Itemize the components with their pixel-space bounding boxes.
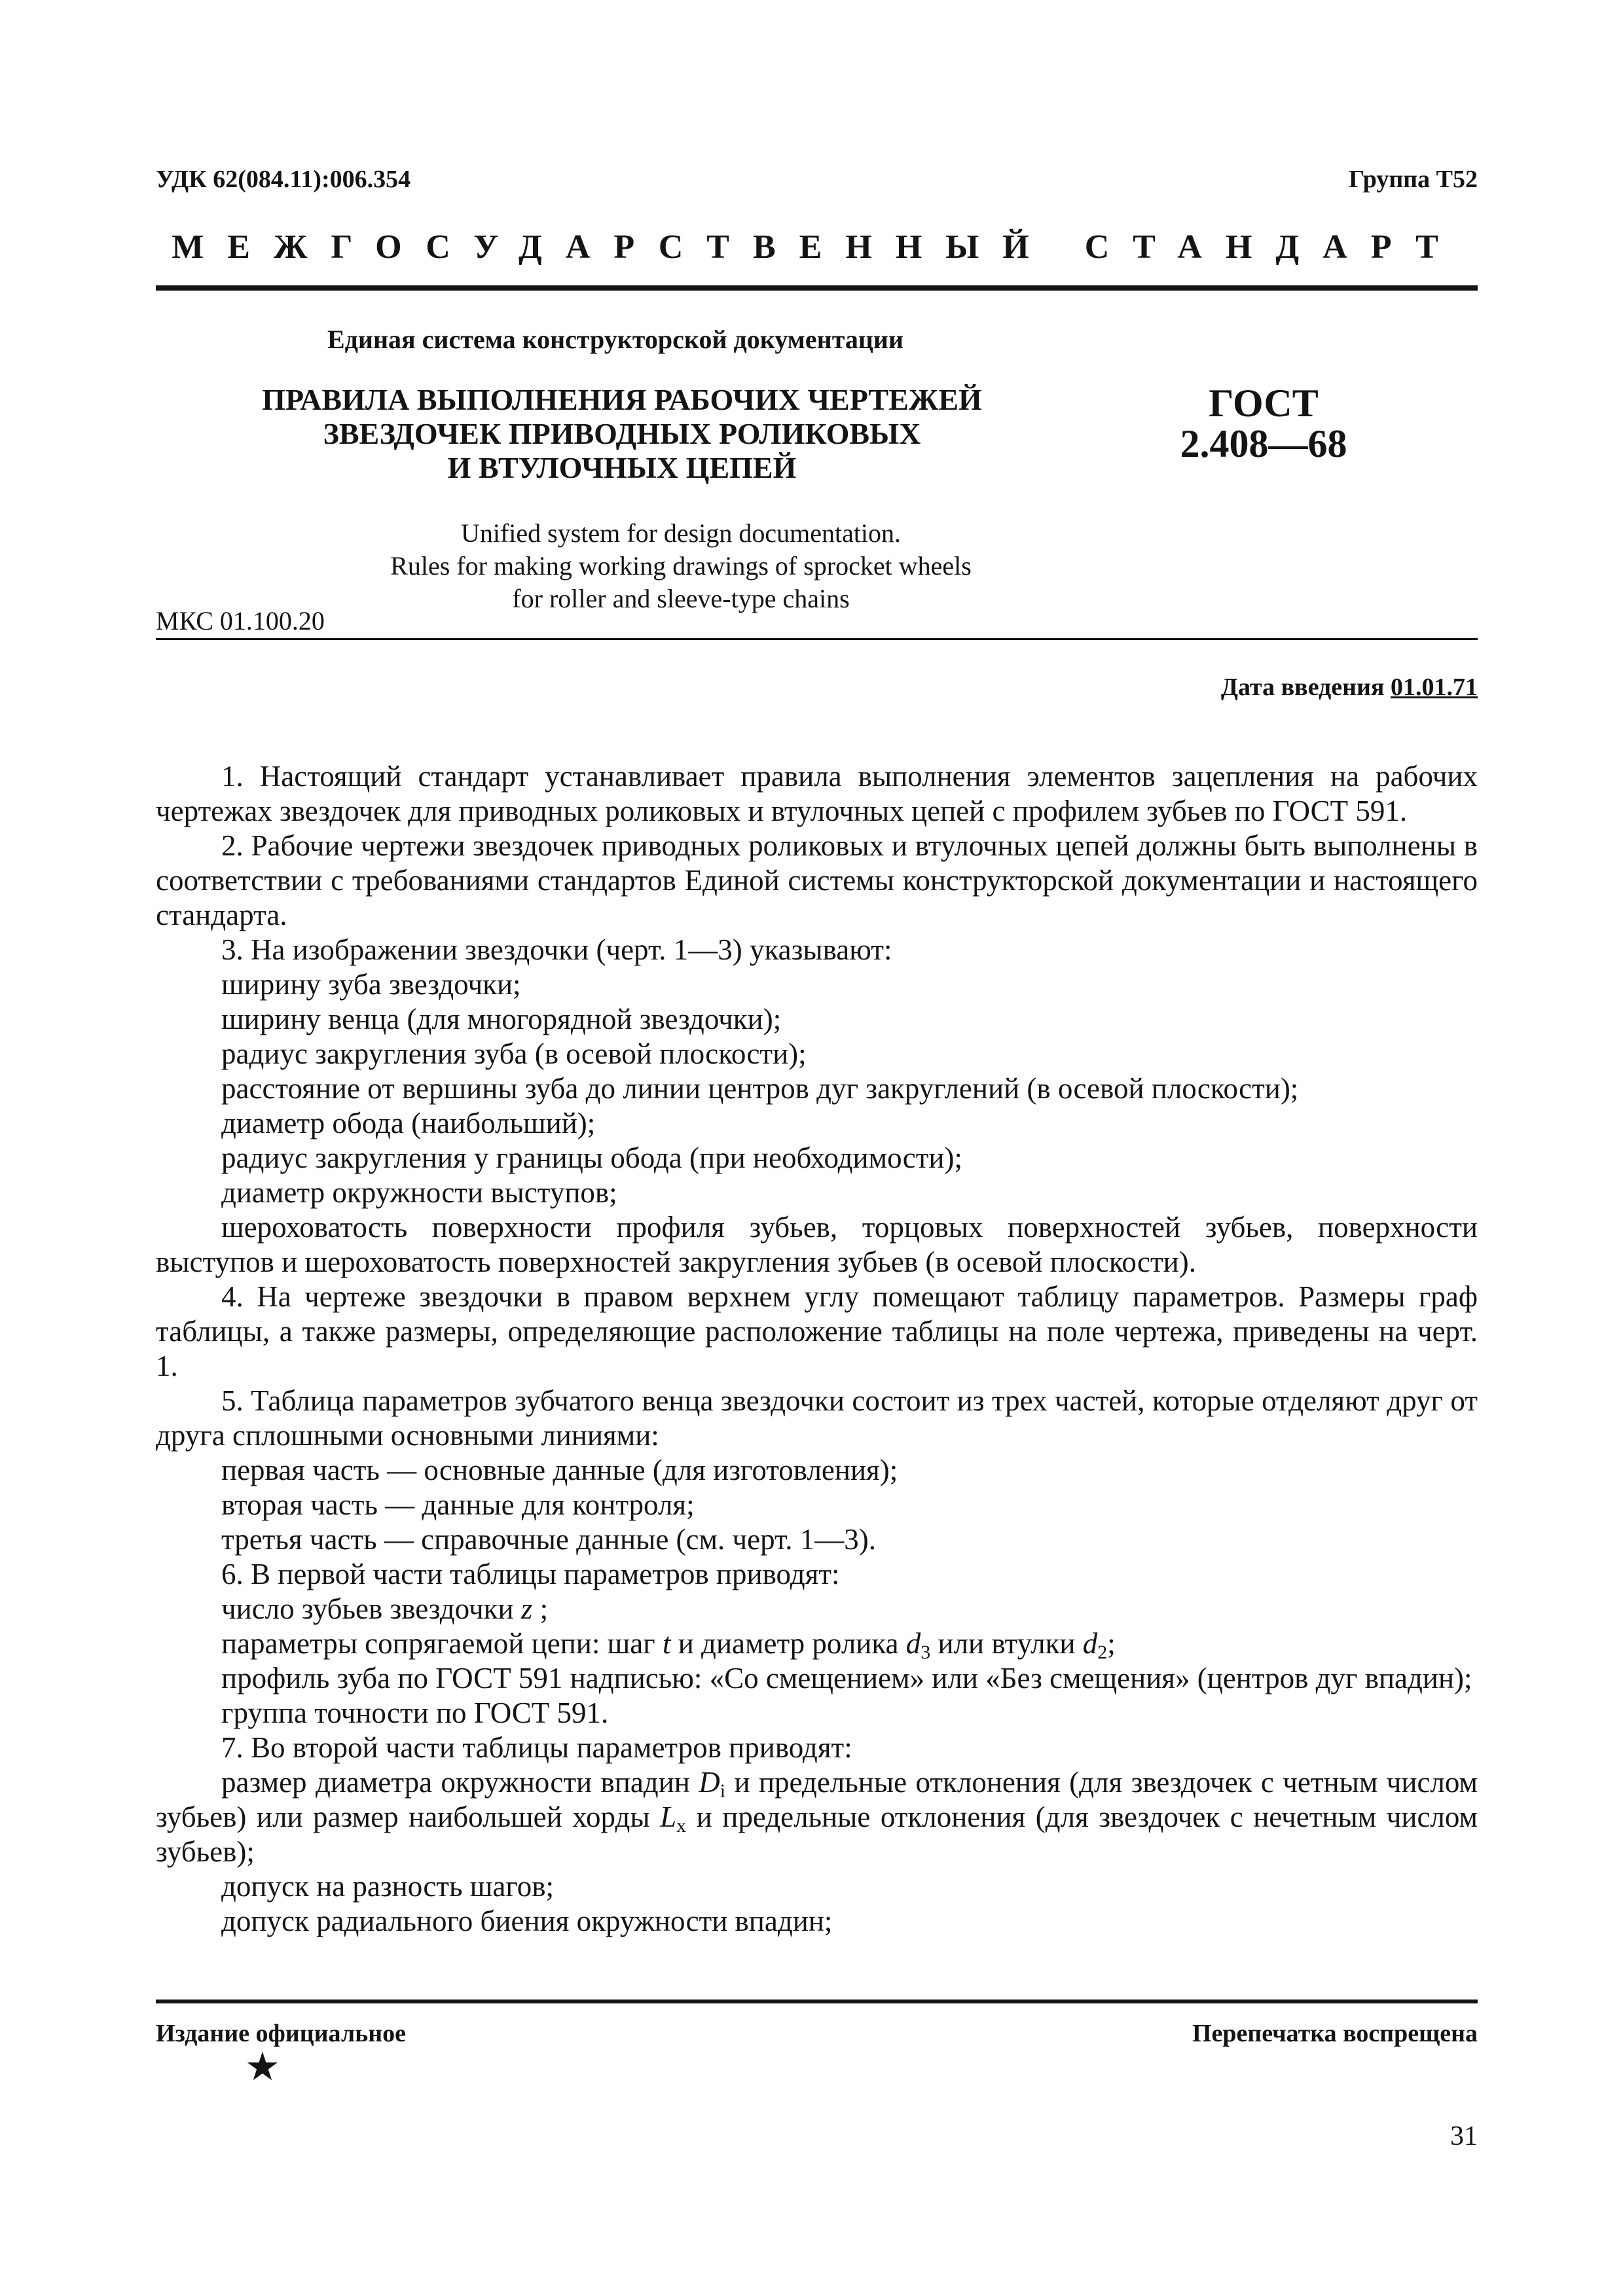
paragraph-1: 1. Настоящий стандарт устанавливает правила выполнения элементов зацепления на рабочих чертежах звездочек для приводных роликовых и втулочных цепей с профилем зубьев по ГОСТ 591. [156,760,1478,827]
page-number: 31 [1450,2121,1478,2151]
text-run: ; [532,1592,549,1625]
title-line: ЗВЕЗДОЧЕК ПРИВОДНЫХ РОЛИКОВЫХ [323,417,921,450]
text-run: параметры сопрягаемой цепи: шаг [221,1627,663,1660]
text-run: число зубьев звездочки [221,1592,521,1625]
list-item: диаметр окружности выступов; [221,1176,617,1209]
list-item: вторая часть — данные для контроля; [221,1488,695,1521]
text-run: ; [1107,1627,1116,1660]
text-run: или втулки [930,1627,1083,1660]
document-body [156,759,1478,1939]
subscript: i [720,1780,726,1802]
system-name: Единая система конструкторской документации [327,325,903,354]
text-run: и предельные отклонения (для звездочек с нечетным числом зубьев); [156,1801,1478,1868]
symbol-L: L [660,1801,677,1833]
symbol-t: t [662,1627,671,1660]
text-run: и предельные отклонения (для звездочек с четным числом зубьев) или размер наибольшей хорды [156,1766,1478,1833]
list-item: допуск радиального биения окружности впадин; [221,1905,833,1937]
list-item: диаметр обода (наибольший); [221,1107,596,1139]
title-line: И ВТУЛОЧНЫХ ЦЕПЕЙ [447,451,797,484]
english-title-line: Rules for making working drawings of sprocket wheels [390,551,972,581]
paragraph-3: 3. На изображении звездочки (черт. 1—3) указывают: [221,933,892,966]
paragraph-7: 7. Во второй части таблицы параметров приводят: [221,1731,852,1764]
list-item: ширину венца (для многорядной звездочки); [221,1003,782,1035]
paragraph-5: 5. Таблица параметров зубчатого венца звездочки состоит из трех частей, которые отделяют друг от друга сплошными основными линиями: [156,1384,1478,1452]
list-item-wrapped [156,1765,1478,1869]
gost-designation [1100,383,1427,464]
footer-divider [156,2000,1478,2003]
text-run: размер диаметра окружности впадин [221,1766,699,1799]
list-item: группа точности по ГОСТ 591. [221,1696,609,1729]
subscript: x [676,1815,687,1837]
list-item [156,1626,1478,1661]
subscript: 3 [921,1641,931,1663]
title-divider [156,638,1478,640]
list-item: расстояние от вершины зуба до линии центров дуг закруглений (в осевой плоскости); [221,1072,1299,1105]
list-item: третья часть — справочные данные (см. черт. 1—3). [221,1523,877,1556]
symbol-z: z [520,1592,533,1625]
symbol-d3: d [905,1627,921,1660]
list-item: допуск на разность шагов; [221,1870,554,1903]
english-title-line: for roller and sleeve-type chains [512,584,850,613]
udk-code: УДК 62(084.11):006.354 [156,166,411,193]
reprint-prohibited-label: Перепечатка воспрещена [1192,2020,1478,2047]
paragraph-2: 2. Рабочие чертежи звездочек приводных роликовых и втулочных цепей должны быть выполнены в соответствии с требованиями стандартов Единой системы конструкторской документации и настоящего стандарта. [156,829,1478,931]
list-item: радиус закругления у границы обода (при необходимости); [221,1141,962,1174]
symbol-D: D [699,1766,720,1799]
subscript: 2 [1097,1641,1108,1663]
list-item [156,1592,1478,1626]
title-line: ПРАВИЛА ВЫПОЛНЕНИЯ РАБОЧИХ ЧЕРТЕЖЕЙ [262,383,982,416]
list-item-wrapped: профиль зуба по ГОСТ 591 надписью: «Со смещением» или «Без смещения» (центров дуг впадин); [221,1662,1472,1695]
introduction-date [1221,673,1478,702]
paragraph-6: 6. В первой части таблицы параметров приводят: [221,1558,840,1590]
english-title-line: Unified system for design documentation. [460,518,902,548]
english-title [282,517,1080,615]
interstate-standard-heading: МЕЖГОСУДАРСТВЕННЫЙ СТАНДАРТ [172,228,1462,266]
introduction-date-value: 01.01.71 [1391,673,1478,701]
paragraph-4: 4. На чертеже звездочки в правом верхнем углу помещают таблицу параметров. Размеры граф таблицы, а также размеры, определяющие расположение таблицы на поле чертежа, приведены на черт. 1. [156,1280,1478,1382]
list-item: первая часть — основные данные (для изготовления); [221,1454,898,1486]
official-edition-label: Издание официальное [156,2020,407,2047]
list-item-wrapped: шероховатость поверхности профиля зубьев, торцовых поверхностей зубьев, поверхности выступов и шероховатость поверхностей закругления зубьев (в осевой плоскости). [156,1211,1478,1278]
mks-code: МКС 01.100.20 [156,606,325,636]
gost-label: ГОСТ [1209,382,1319,425]
group-code: Группа Т52 [1348,166,1478,193]
symbol-d2: d [1082,1627,1098,1660]
gost-number: 2.408—68 [1180,422,1347,465]
list-item: ширину зуба звездочки; [221,968,521,1001]
header-divider [156,285,1478,291]
star-icon: ★ [245,2045,280,2089]
list-item: радиус закругления зуба (в осевой плоскости); [221,1037,807,1070]
text-run: и диаметр ролика [670,1627,906,1660]
introduction-date-label: Дата введения [1220,673,1385,701]
document-title [216,383,1028,485]
